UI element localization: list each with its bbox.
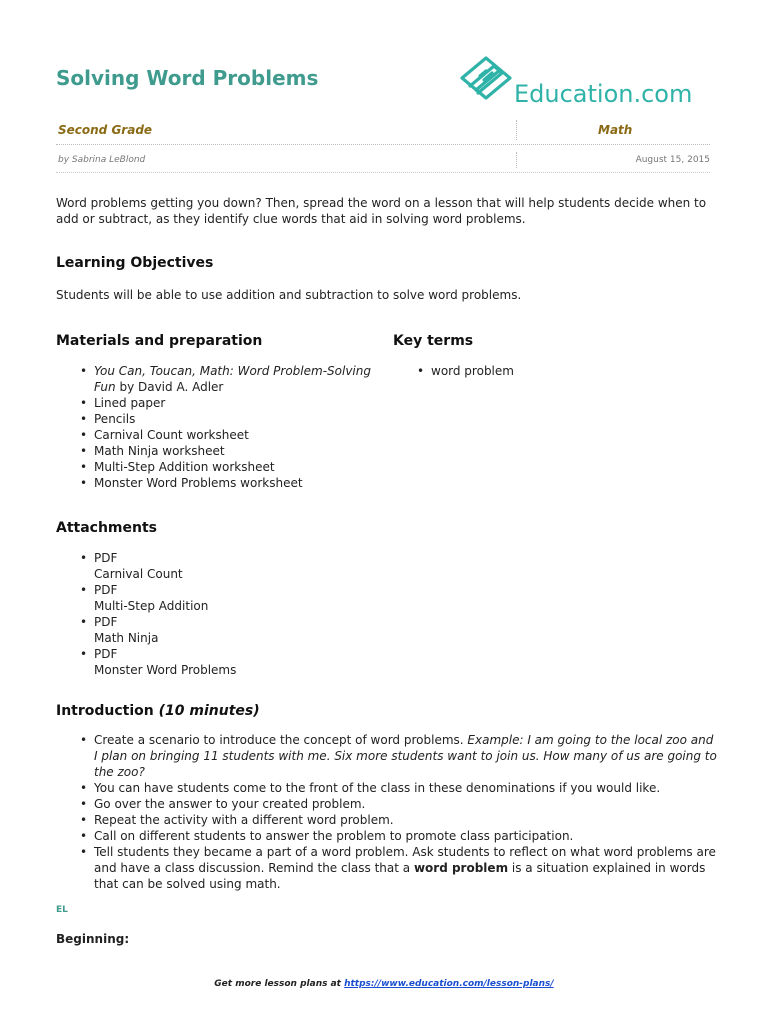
list-item: • You Can, Toucan, Math: Word Problem-Solving Fun by David A. Adler [80, 364, 371, 394]
file-type: PDF [94, 551, 118, 565]
attachment-name[interactable]: Monster Word Problems [94, 663, 237, 677]
step-text: Go over the answer to your created problem. [94, 797, 366, 811]
introduction-steps [56, 732, 720, 892]
attachment-item[interactable]: • PDF Monster Word Problems [80, 647, 237, 677]
book-title: You Can, Toucan, Math: Word Problem-Solving Fun [94, 364, 371, 394]
page-title: Solving Word Problems [56, 66, 319, 90]
key-term-bold: word problem [413, 861, 509, 875]
list-item: • Monster Word Problems worksheet [80, 476, 303, 490]
attachment-item[interactable]: • PDF Carnival Count [80, 551, 183, 581]
el-label: EL [56, 905, 68, 915]
material-label: Multi-Step Addition worksheet [94, 460, 275, 474]
header-separator [516, 120, 517, 140]
book-author: by David A. Adler [115, 380, 224, 394]
introduction-duration: (10 minutes) [158, 703, 260, 719]
publish-date: August 15, 2015 [635, 155, 710, 165]
learning-objectives-text: Students will be able to use addition and subtraction to solve word problems. [56, 288, 522, 302]
introduction-title: Introduction [56, 703, 154, 719]
file-type: PDF [94, 647, 118, 661]
list-item: • You can have students come to the front of the class in these denominations if you would like. [80, 781, 661, 795]
file-type: PDF [94, 583, 118, 597]
grade-label: Second Grade [58, 123, 153, 137]
key-terms-heading: Key terms [393, 333, 474, 349]
step-text: You can have students come to the front of the class in these denominations if you would like. [94, 781, 661, 795]
step-text: Call on different students to answer the problem to promote class participation. [94, 829, 574, 843]
list-item: • Lined paper [80, 396, 166, 410]
footer-text: Get more lesson plans at [214, 979, 345, 989]
material-label: Monster Word Problems worksheet [94, 476, 303, 490]
list-item: • Math Ninja worksheet [80, 444, 225, 458]
header-divider [56, 172, 710, 173]
beginning-label: Beginning: [56, 932, 130, 946]
header-separator [516, 152, 517, 168]
logo-text: Education.com [514, 80, 693, 108]
materials-heading: Materials and preparation [56, 333, 263, 349]
step-text: Tell students they became a part of a word problem. Ask students to reflect on what word problems are and have a class discussion. Remind the class that a [94, 845, 716, 875]
step-text: Create a scenario to introduce the concept of word problems. [94, 733, 468, 747]
list-item: • Multi-Step Addition worksheet [80, 460, 275, 474]
attachments-list [56, 550, 376, 678]
subject-label: Math [598, 123, 633, 137]
learning-objectives-heading: Learning Objectives [56, 255, 214, 271]
attachment-name[interactable]: Math Ninja [94, 631, 159, 645]
list-item: • Pencils [80, 412, 136, 426]
list-item: • Carnival Count worksheet [80, 428, 249, 442]
file-type: PDF [94, 615, 118, 629]
key-term: word problem [431, 364, 514, 378]
attachments-heading: Attachments [56, 520, 158, 536]
list-item: • Create a scenario to introduce the concept of word problems. Example: I am going to the local zoo and I plan on bringing 11 students with me. Six more students want to join us. How many of us are going to the zoo? [80, 733, 717, 779]
materials-list [56, 363, 376, 491]
attachment-item[interactable]: • PDF Multi-Step Addition [80, 583, 209, 613]
list-item: • Call on different students to answer the problem to promote class participation. [80, 829, 574, 843]
material-label: Carnival Count worksheet [94, 428, 249, 442]
footer [0, 979, 768, 989]
lesson-plans-link[interactable]: https://www.education.com/lesson-plans/ [344, 979, 554, 989]
step-text: is a situation explained in words that can be solved using math. [94, 861, 706, 891]
attachment-name[interactable]: Carnival Count [94, 567, 183, 581]
material-label: Math Ninja worksheet [94, 444, 225, 458]
key-terms-list [393, 363, 693, 379]
list-item: • word problem [417, 364, 514, 378]
intro-paragraph: Word problems getting you down? Then, spread the word on a lesson that will help students decide when to add or subtract, as they identify clue words that aid in solving word problems. [56, 196, 707, 226]
list-item: • Go over the answer to your created problem. [80, 797, 366, 811]
material-label: Lined paper [94, 396, 166, 410]
step-example: Example: I am going to the local zoo and I plan on bringing 11 students with me. Six more students want to join us. How many of us are going to the zoo? [94, 733, 717, 779]
list-item: • Tell students they became a part of a word problem. Ask students to reflect on what word problems are and have a class discussion. Remind the class that a word problem is a situation explained in words that can be solved using math. [80, 845, 716, 891]
step-text: Repeat the activity with a different word problem. [94, 813, 394, 827]
list-item: • Repeat the activity with a different word problem. [80, 813, 394, 827]
header-divider [56, 144, 710, 145]
attachment-name[interactable]: Multi-Step Addition [94, 599, 209, 613]
introduction-heading [56, 703, 260, 719]
author-byline: by Sabrina LeBlond [58, 155, 146, 165]
attachment-item[interactable]: • PDF Math Ninja [80, 615, 159, 645]
material-label: Pencils [94, 412, 136, 426]
